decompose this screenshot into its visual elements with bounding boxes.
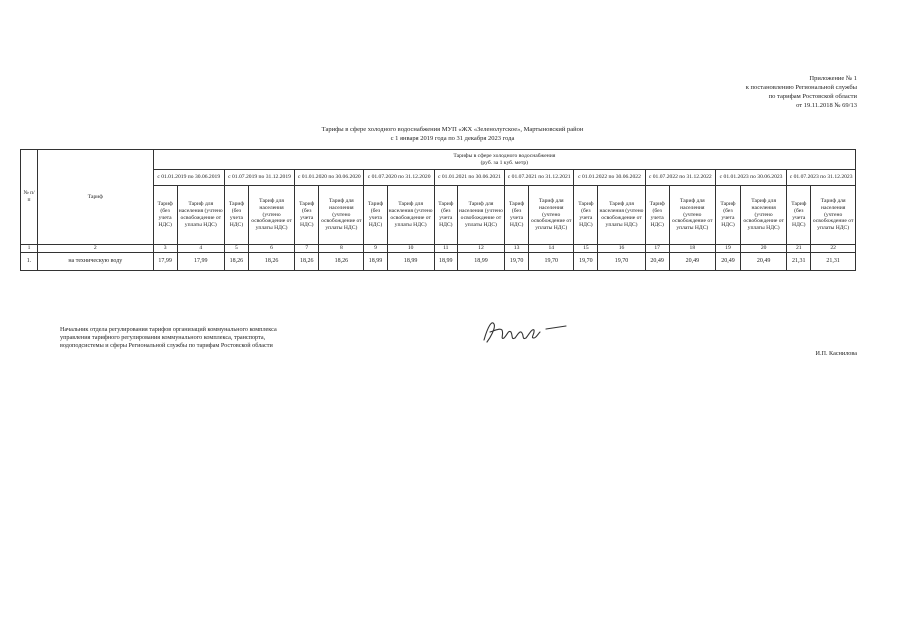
column-number: 21 bbox=[787, 245, 811, 253]
tariff-value: 20,49 bbox=[741, 253, 787, 271]
header-group-unit: (руб. за 1 куб. метр) bbox=[480, 159, 528, 166]
tariff-value: 18,99 bbox=[364, 253, 387, 271]
subheader-tariff: Тариф (без учета НДС) bbox=[787, 186, 811, 245]
subheader-population-tariff: Тариф для населения (учтено освобождение от уплаты НДС) bbox=[811, 186, 856, 245]
column-number: 4 bbox=[177, 245, 224, 253]
appendix-line: от 19.11.2018 № 69/13 bbox=[796, 102, 857, 109]
subheader-population-tariff: Тариф для населения (учтено освобождение от уплаты НДС) bbox=[598, 186, 645, 245]
period-header: с 01.07.2023 по 31.12.2023 bbox=[787, 170, 856, 186]
header-group-line: Тарифы в сфере холодного водоснабжения bbox=[453, 152, 556, 159]
period-header: с 01.01.2020 по 30.06.2020 bbox=[295, 170, 364, 186]
subheader-tariff: Тариф (без учета НДС) bbox=[505, 186, 529, 245]
subheader-tariff: Тариф (без учета НДС) bbox=[645, 186, 669, 245]
subheader-population-tariff: Тариф для населения (учтено освобождение от уплаты НДС) bbox=[319, 186, 364, 245]
document-title bbox=[150, 125, 755, 143]
column-number: 2 bbox=[38, 245, 154, 253]
title-subline: с 1 января 2019 года по 31 декабря 2023 года bbox=[390, 135, 515, 142]
tariff-value: 19,70 bbox=[574, 253, 598, 271]
subheader-population-tariff: Тариф для населения (учтено освобождение от уплаты НДС) bbox=[248, 186, 294, 245]
subheader-population-tariff: Тариф для населения (учтено освобождение от уплаты НДС) bbox=[387, 186, 434, 245]
column-number: 19 bbox=[715, 245, 740, 253]
column-number: 22 bbox=[811, 245, 856, 253]
tariff-value: 21,31 bbox=[811, 253, 856, 271]
column-number: 16 bbox=[598, 245, 645, 253]
tariff-value: 17,99 bbox=[153, 253, 177, 271]
subheader-population-tariff: Тариф для населения (учтено освобождение от уплаты НДС) bbox=[669, 186, 715, 245]
column-number: 5 bbox=[224, 245, 248, 253]
tariff-value: 18,99 bbox=[387, 253, 434, 271]
subheader-tariff: Тариф (без учета НДС) bbox=[153, 186, 177, 245]
tariff-value: 19,70 bbox=[505, 253, 529, 271]
column-number: 12 bbox=[457, 245, 504, 253]
subheader-population-tariff: Тариф для населения (учтено освобождение от уплаты НДС) bbox=[457, 186, 504, 245]
period-header: с 01.01.2019 по 30.06.2019 bbox=[153, 170, 224, 186]
tariff-value: 20,49 bbox=[645, 253, 669, 271]
header-tariff: Тариф bbox=[38, 150, 154, 245]
tariff-value: 20,49 bbox=[669, 253, 715, 271]
tariff-value: 18,99 bbox=[434, 253, 457, 271]
subheader-population-tariff: Тариф для населения (учтено освобождение от уплаты НДС) bbox=[177, 186, 224, 245]
appendix-block bbox=[657, 74, 857, 110]
tariff-value: 21,31 bbox=[787, 253, 811, 271]
column-number: 9 bbox=[364, 245, 387, 253]
period-header: с 01.07.2020 по 31.12.2020 bbox=[364, 170, 434, 186]
table-row bbox=[21, 253, 856, 271]
tariff-value: 18,26 bbox=[295, 253, 319, 271]
period-header: с 01.01.2021 по 30.06.2021 bbox=[434, 170, 504, 186]
header-group bbox=[153, 150, 855, 170]
subheader-population-tariff: Тариф для населения (учтено освобождение от уплаты НДС) bbox=[741, 186, 787, 245]
column-number: 17 bbox=[645, 245, 669, 253]
tariff-value: 18,26 bbox=[224, 253, 248, 271]
appendix-line: по тарифам Ростовской области bbox=[768, 93, 857, 100]
tariff-table bbox=[20, 149, 856, 271]
column-number: 10 bbox=[387, 245, 434, 253]
column-number: 7 bbox=[295, 245, 319, 253]
subheader-tariff: Тариф (без учета НДС) bbox=[434, 186, 457, 245]
tariff-value: 18,26 bbox=[248, 253, 294, 271]
tariff-value: 18,26 bbox=[319, 253, 364, 271]
service-name: на техническую воду bbox=[38, 253, 154, 271]
subheader-population-tariff: Тариф для населения (учтено освобождение от уплаты НДС) bbox=[529, 186, 574, 245]
signer-position: Начальник отдела регулирования тарифов организаций коммунального комплекса управления тарифного регулирования коммунального комплекса, транспорта, водоподсистемы и сферы Региональной службы по тарифам Ростовской области bbox=[60, 326, 277, 349]
period-header: с 01.07.2022 по 31.12.2022 bbox=[645, 170, 715, 186]
row-number: 1. bbox=[21, 253, 38, 271]
period-header: с 01.07.2019 по 31.12.2019 bbox=[224, 170, 294, 186]
tariff-value: 17,99 bbox=[177, 253, 224, 271]
column-number: 15 bbox=[574, 245, 598, 253]
column-number: 6 bbox=[248, 245, 294, 253]
appendix-line: к постановлению Региональной службы bbox=[745, 84, 857, 91]
column-number: 18 bbox=[669, 245, 715, 253]
title-line: Тарифы в сфере холодного водоснабжения МУП «ЖХ «Зеленолугское», Мартыновский район bbox=[321, 126, 584, 133]
column-number: 14 bbox=[529, 245, 574, 253]
subheader-tariff: Тариф (без учета НДС) bbox=[715, 186, 740, 245]
tariff-value: 18,99 bbox=[457, 253, 504, 271]
period-header: с 01.07.2021 по 31.12.2021 bbox=[505, 170, 574, 186]
tariff-value: 19,70 bbox=[529, 253, 574, 271]
appendix-line: Приложение № 1 bbox=[809, 75, 857, 82]
tariff-value: 19,70 bbox=[598, 253, 645, 271]
subheader-tariff: Тариф (без учета НДС) bbox=[224, 186, 248, 245]
subheader-tariff: Тариф (без учета НДС) bbox=[295, 186, 319, 245]
column-number: 3 bbox=[153, 245, 177, 253]
column-number: 20 bbox=[741, 245, 787, 253]
column-number: 8 bbox=[319, 245, 364, 253]
period-header: с 01.01.2022 по 30.06.2022 bbox=[574, 170, 645, 186]
column-number: 11 bbox=[434, 245, 457, 253]
subheader-tariff: Тариф (без учета НДС) bbox=[364, 186, 387, 245]
handwritten-signature bbox=[478, 316, 573, 348]
period-header: с 01.01.2023 по 30.06.2023 bbox=[715, 170, 786, 186]
subheader-tariff: Тариф (без учета НДС) bbox=[574, 186, 598, 245]
signer-name: И.П. Каснилова bbox=[815, 350, 857, 357]
column-number: 13 bbox=[505, 245, 529, 253]
column-number: 1 bbox=[21, 245, 38, 253]
header-row-number: № п/п bbox=[21, 150, 38, 245]
tariff-value: 20,49 bbox=[715, 253, 740, 271]
